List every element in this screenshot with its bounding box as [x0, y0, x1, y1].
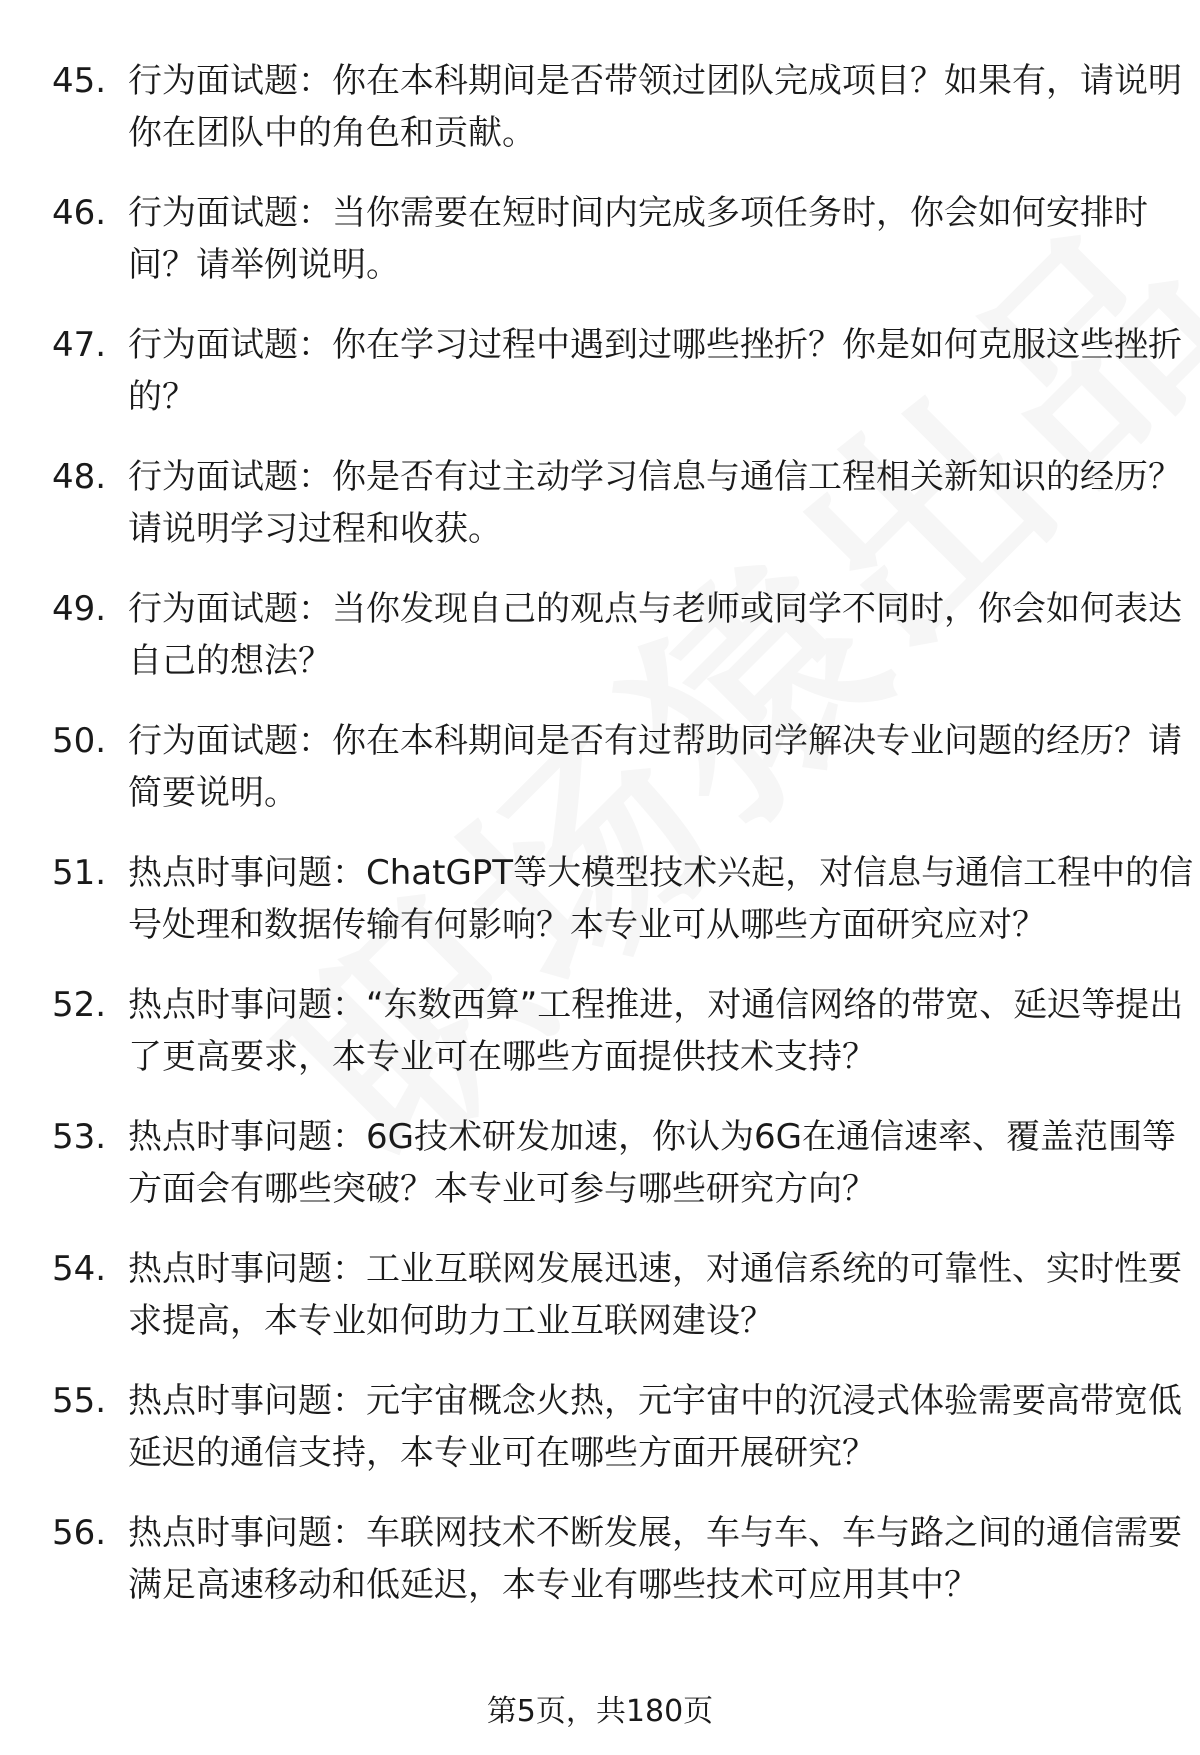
- list-item: [52, 583, 1200, 687]
- list-item: [52, 319, 1200, 423]
- question-number: 49.: [52, 589, 107, 629]
- list-item: [52, 1375, 1200, 1479]
- list-item: [52, 451, 1200, 555]
- question-number: 53.: [52, 1117, 107, 1157]
- question-number: 56.: [52, 1513, 107, 1553]
- list-item: [52, 187, 1200, 291]
- question-text: 行为面试题：当你需要在短时间内完成多项任务时，你会如何安排时间？请举例说明。: [128, 193, 1148, 285]
- question-text: 热点时事问题：元宇宙概念火热，元宇宙中的沉浸式体验需要高带宽低延迟的通信支持，本专业可在哪些方面开展研究？: [128, 1381, 1182, 1473]
- question-number: 54.: [52, 1249, 107, 1289]
- question-text: 行为面试题：当你发现自己的观点与老师或同学不同时，你会如何表达自己的想法？: [128, 589, 1182, 681]
- question-text: 行为面试题：你是否有过主动学习信息与通信工程相关新知识的经历？请说明学习过程和收获。: [128, 457, 1182, 549]
- page-footer: 第5页，共180页: [486, 1694, 714, 1729]
- list-item: [52, 979, 1200, 1083]
- question-number: 47.: [52, 325, 107, 365]
- list-item: [52, 1243, 1200, 1347]
- question-text: 行为面试题：你在学习过程中遇到过哪些挫折？你是如何克服这些挫折的？: [128, 325, 1182, 417]
- question-number: 45.: [52, 61, 107, 101]
- question-number: 51.: [52, 853, 107, 893]
- question-text: 行为面试题：你在本科期间是否有过帮助同学解决专业问题的经历？请简要说明。: [128, 721, 1182, 813]
- question-text: 热点时事问题：6G技术研发加速，你认为6G在通信速率、覆盖范围等方面会有哪些突破？本专业可参与哪些研究方向？: [128, 1117, 1176, 1209]
- list-item: [52, 1111, 1200, 1215]
- question-text: 热点时事问题：“东数西算”工程推进，对通信网络的带宽、延迟等提出了更高要求，本专业可在哪些方面提供技术支持？: [128, 985, 1184, 1077]
- question-text: 行为面试题：你在本科期间是否带领过团队完成项目？如果有，请说明你在团队中的角色和贡献。: [128, 61, 1182, 153]
- question-number: 52.: [52, 985, 107, 1025]
- question-text: 热点时事问题：车联网技术不断发展，车与车、车与路之间的通信需要满足高速移动和低延迟，本专业有哪些技术可应用其中？: [128, 1513, 1182, 1605]
- list-item: [52, 1507, 1200, 1611]
- question-list: [52, 55, 1194, 1639]
- list-item: [52, 847, 1200, 951]
- question-text: 热点时事问题：工业互联网发展迅速，对通信系统的可靠性、实时性要求提高，本专业如何助力工业互联网建设？: [128, 1249, 1182, 1341]
- question-text: 热点时事问题：ChatGPT等大模型技术兴起，对信息与通信工程中的信号处理和数据传输有何影响？本专业可从哪些方面研究应对？: [128, 853, 1194, 945]
- question-number: 46.: [52, 193, 107, 233]
- list-item: [52, 715, 1200, 819]
- question-number: 50.: [52, 721, 107, 761]
- list-item: [52, 55, 1200, 159]
- question-number: 55.: [52, 1381, 107, 1421]
- question-number: 48.: [52, 457, 107, 497]
